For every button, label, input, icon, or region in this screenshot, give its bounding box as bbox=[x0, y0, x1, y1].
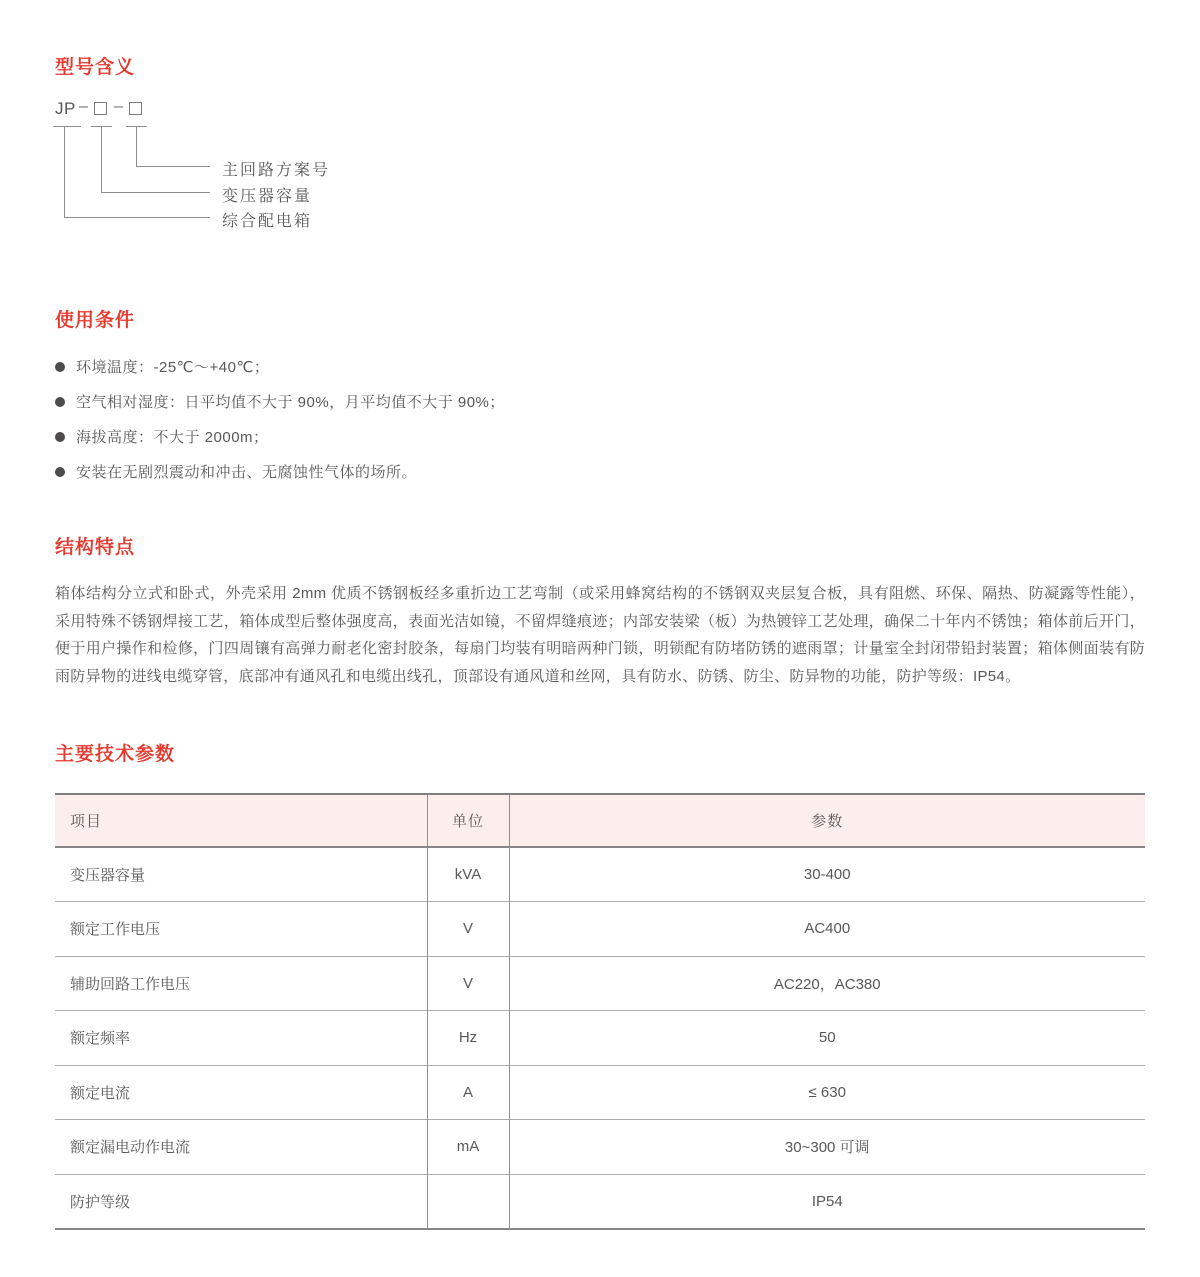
table-row bbox=[55, 1065, 1145, 1120]
param-value: ≤ 630 bbox=[509, 1065, 1145, 1120]
diagram-label-distribution-box: 综合配电箱 bbox=[222, 213, 313, 230]
usage-item-text: 海拔高度：不大于 2000m； bbox=[76, 429, 269, 446]
table-header-row bbox=[55, 794, 1145, 847]
usage-conditions-list bbox=[55, 356, 1145, 482]
param-unit bbox=[427, 1174, 509, 1229]
bullet-icon bbox=[55, 432, 65, 442]
param-unit: kVA bbox=[427, 847, 509, 902]
column-header-unit: 单位 bbox=[427, 794, 509, 847]
param-value: AC400 bbox=[509, 902, 1145, 957]
model-meaning-heading: 型号含义 bbox=[55, 57, 136, 78]
usage-item-text: 安装在无剧烈震动和冲击、无腐蚀性气体的场所。 bbox=[76, 464, 418, 481]
model-code-diagram bbox=[55, 99, 655, 236]
param-unit: A bbox=[427, 1065, 509, 1120]
param-unit: Hz bbox=[427, 1011, 509, 1066]
model-code-dash: – bbox=[79, 98, 88, 115]
param-unit: mA bbox=[427, 1120, 509, 1175]
table-row bbox=[55, 847, 1145, 902]
param-name: 变压器容量 bbox=[70, 867, 146, 884]
technical-parameters-section bbox=[55, 739, 1145, 1230]
diagram-label-transformer-capacity: 变压器容量 bbox=[222, 188, 313, 205]
structure-features-paragraph: 箱体结构分立式和卧式，外壳采用 2mm 优质不锈钢板经多重折边工艺弯制（或采用蜂窝结构的不锈钢双夹层复合板，具有阻燃、环保、隔热、防凝露等性能），采用特殊不锈钢焊接工艺，箱体成型后整体强度高，表面光洁如镜，不留焊缝痕迹；内部安装梁（板）为热镀锌工艺处理，确保二十年内不锈蚀；箱体前后开门，便于用户操作和检修，门四周镶有高弹力耐老化密封胶条，每扇门均装有明暗两种门锁，明锁配有防堵防锈的遮雨罩；计量室全封闭带铅封装置；箱体侧面装有防雨防异物的进线电缆穿管，底部冲有通风孔和电缆出线孔，顶部设有通风道和丝网，具有防水、防锈、防尘、防异物的功能，防护等级：IP54。 bbox=[55, 585, 1145, 685]
list-item bbox=[55, 391, 1145, 412]
technical-parameters-heading: 主要技术参数 bbox=[55, 744, 176, 765]
structure-features-section bbox=[55, 532, 1145, 690]
usage-item-text: 环境温度：-25℃～+40℃； bbox=[76, 359, 270, 376]
param-name: 额定频率 bbox=[55, 1011, 427, 1066]
param-unit: V bbox=[427, 902, 509, 957]
usage-conditions-heading: 使用条件 bbox=[55, 310, 136, 331]
structure-features-heading: 结构特点 bbox=[55, 537, 136, 558]
diagram-connector-line bbox=[64, 127, 210, 218]
table-row bbox=[55, 956, 1145, 1011]
bullet-icon bbox=[55, 397, 65, 407]
bullet-icon bbox=[55, 362, 65, 372]
table-row bbox=[55, 1120, 1145, 1175]
model-code-placeholder-box bbox=[129, 102, 142, 115]
table-row bbox=[55, 1174, 1145, 1229]
usage-conditions-section bbox=[55, 305, 1145, 482]
param-value: IP54 bbox=[509, 1174, 1145, 1229]
param-value: 30-400 bbox=[509, 847, 1145, 902]
param-name: 额定漏电动作电流 bbox=[55, 1120, 427, 1175]
model-code-dash: – bbox=[114, 98, 123, 115]
param-name: 额定电流 bbox=[55, 1065, 427, 1120]
list-item bbox=[55, 356, 1145, 377]
param-value: 50 bbox=[509, 1011, 1145, 1066]
param-value: AC220，AC380 bbox=[509, 956, 1145, 1011]
param-name: 防护等级 bbox=[55, 1174, 427, 1229]
param-value: 30~300 可调 bbox=[509, 1120, 1145, 1175]
param-name: 额定工作电压 bbox=[55, 902, 427, 957]
table-row bbox=[55, 1011, 1145, 1066]
param-name: 辅助回路工作电压 bbox=[55, 956, 427, 1011]
table-row bbox=[55, 902, 1145, 957]
model-meaning-section bbox=[55, 52, 1145, 236]
bullet-icon bbox=[55, 467, 65, 477]
list-item bbox=[55, 461, 1145, 482]
diagram-label-main-circuit: 主回路方案号 bbox=[222, 162, 331, 179]
param-unit: V bbox=[427, 956, 509, 1011]
model-code-placeholder-box bbox=[94, 102, 107, 115]
list-item bbox=[55, 426, 1145, 447]
column-header-value: 参数 bbox=[509, 794, 1145, 847]
column-header-item: 项目 bbox=[55, 794, 427, 847]
usage-item-text: 空气相对湿度：日平均值不大于 90%，月平均值不大于 90%； bbox=[76, 394, 505, 411]
model-code-prefix: JP bbox=[55, 99, 76, 118]
technical-parameters-table bbox=[55, 793, 1145, 1230]
